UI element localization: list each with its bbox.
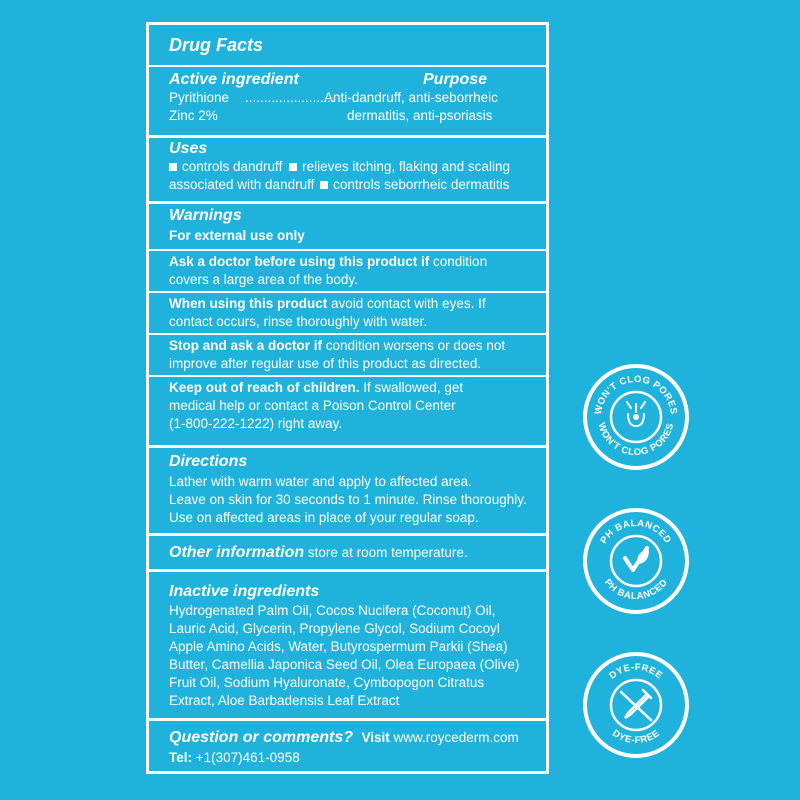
inactive-ingredients-section (149, 583, 546, 710)
directions-section (149, 453, 546, 527)
use-item-2-cont: associated with dandruff (169, 177, 315, 192)
svg-text:PH BALANCED (599, 518, 674, 546)
keep-out-warning (149, 379, 546, 433)
directions-heading: Directions (169, 453, 248, 470)
inactive-line-5: Fruit Oil, Sodium Hyaluronate, Cymbopogon Citratus (169, 675, 485, 690)
ingredient-strength: Zinc 2% (169, 108, 218, 123)
external-use-text: For external use only (169, 228, 305, 243)
other-info-section (149, 544, 546, 562)
divider (149, 201, 546, 204)
directions-line-3: Use on affected areas in place of your regular soap. (169, 510, 479, 525)
tel-label: Tel: (169, 750, 192, 765)
divider (149, 375, 546, 377)
warnings-section (149, 207, 546, 245)
svg-text:DYE-FREE (607, 662, 664, 682)
uses-heading: Uses (169, 140, 208, 157)
leader-dots: ........................ (245, 90, 336, 105)
badge-text-top: PH BALANCED (598, 517, 674, 546)
inactive-line-3: Apple Amino Acids, Water, Butyrospermum Parkii (Shea) (169, 639, 508, 654)
badge-text-bottom: PH BALANCED (601, 577, 671, 603)
bullet-icon (289, 163, 297, 171)
directions-line-2: Leave on skin for 30 seconds to 1 minute. Rinse thoroughly. (169, 492, 527, 507)
active-ingredient-section (149, 71, 546, 125)
use-item-2: relieves itching, flaking and scaling (302, 159, 510, 174)
inactive-line-6: Extract, Aloe Barbadensis Leaf Extract (169, 693, 400, 708)
ask-doctor-text-2: covers a large area of the body. (169, 272, 358, 287)
bullet-icon (320, 181, 328, 189)
drug-facts-panel (146, 22, 549, 774)
other-info-heading: Other information (169, 544, 305, 561)
stop-use-text: condition worsens or does not (322, 338, 506, 353)
ask-doctor-warning (149, 253, 546, 289)
dropper-icon (621, 690, 651, 720)
svg-text:WON'T CLOG PORES (595, 422, 676, 459)
phone-number[interactable]: +1(307)461-0958 (192, 750, 300, 765)
keep-out-text: If swallowed, get (359, 380, 464, 395)
inactive-line-1: Hydrogenated Palm Oil, Cocos Nucifera (Coconut) Oil, (169, 603, 496, 618)
divider (149, 135, 546, 138)
stop-use-bold: Stop and ask a doctor if (169, 338, 323, 353)
question-heading: Question or comments? (169, 729, 354, 746)
keep-out-text-2: medical help or contact a Poison Control Center (169, 398, 456, 413)
inactive-line-4: Butter, Camellia Japonica Seed Oil, Olea Europaea (Olive) (169, 657, 520, 672)
when-using-text: avoid contact with eyes. If (327, 296, 486, 311)
warnings-heading: Warnings (169, 207, 242, 224)
divider (149, 533, 546, 536)
visit-label: Visit (361, 730, 390, 745)
badge-text-bottom: WON'T CLOG PORES (595, 421, 677, 459)
leaf-check-icon (625, 548, 649, 570)
inactive-heading: Inactive ingredients (169, 583, 320, 600)
active-ingredient-heading: Active ingredient (169, 71, 299, 88)
divider (149, 333, 546, 335)
stop-use-warning (149, 337, 546, 373)
ask-doctor-text: condition (429, 254, 488, 269)
wont-clog-pores-badge (581, 362, 691, 472)
uses-section (149, 140, 546, 194)
drug-facts-title: Drug Facts (169, 35, 264, 55)
purpose-text-2: dermatitis, anti-psoriasis (347, 108, 493, 123)
stop-use-text-2: improve after regular use of this product as directed. (169, 356, 482, 371)
badge-text-top: DYE-FREE (607, 661, 665, 682)
divider (149, 249, 546, 251)
contact-section (149, 729, 546, 767)
bullet-icon (169, 163, 177, 171)
use-item-1: controls dandruff (182, 159, 283, 174)
when-using-warning (149, 295, 546, 331)
badge-text-bottom: DYE-FREE (610, 727, 662, 747)
purpose-text-1: Anti-dandruff, anti-seborrheic (324, 90, 498, 105)
ph-balanced-badge (581, 506, 691, 616)
when-using-bold: When using this product (169, 296, 328, 311)
directions-line-1: Lather with warm water and apply to affected area. (169, 474, 472, 489)
divider (149, 569, 546, 572)
keep-out-bold: Keep out of reach of children. (169, 380, 360, 395)
divider (149, 718, 546, 721)
purpose-heading: Purpose (423, 71, 488, 88)
ingredient-name: Pyrithione (169, 90, 230, 105)
use-item-3: controls seborrheic dermatitis (333, 177, 510, 192)
website-link[interactable]: www.roycederm.com (389, 730, 519, 745)
inactive-line-2: Lauric Acid, Glycerin, Propylene Glycol, Sodium Cocoyl (169, 621, 500, 636)
divider (149, 65, 546, 67)
keep-out-text-3: (1-800-222-1222) right away. (169, 416, 343, 431)
svg-text:PH BALANCED (602, 577, 670, 602)
drug-facts-header (149, 35, 546, 56)
other-info-text: store at room temperature. (304, 545, 468, 560)
divider (149, 291, 546, 293)
when-using-text-2: contact occurs, rinse thoroughly with water. (169, 314, 428, 329)
pore-icon (627, 402, 645, 426)
ask-doctor-bold: Ask a doctor before using this product if (169, 254, 430, 269)
badge-text-top: WON'T CLOG PORES (592, 373, 679, 416)
dye-free-badge (581, 650, 691, 760)
divider (149, 445, 546, 448)
